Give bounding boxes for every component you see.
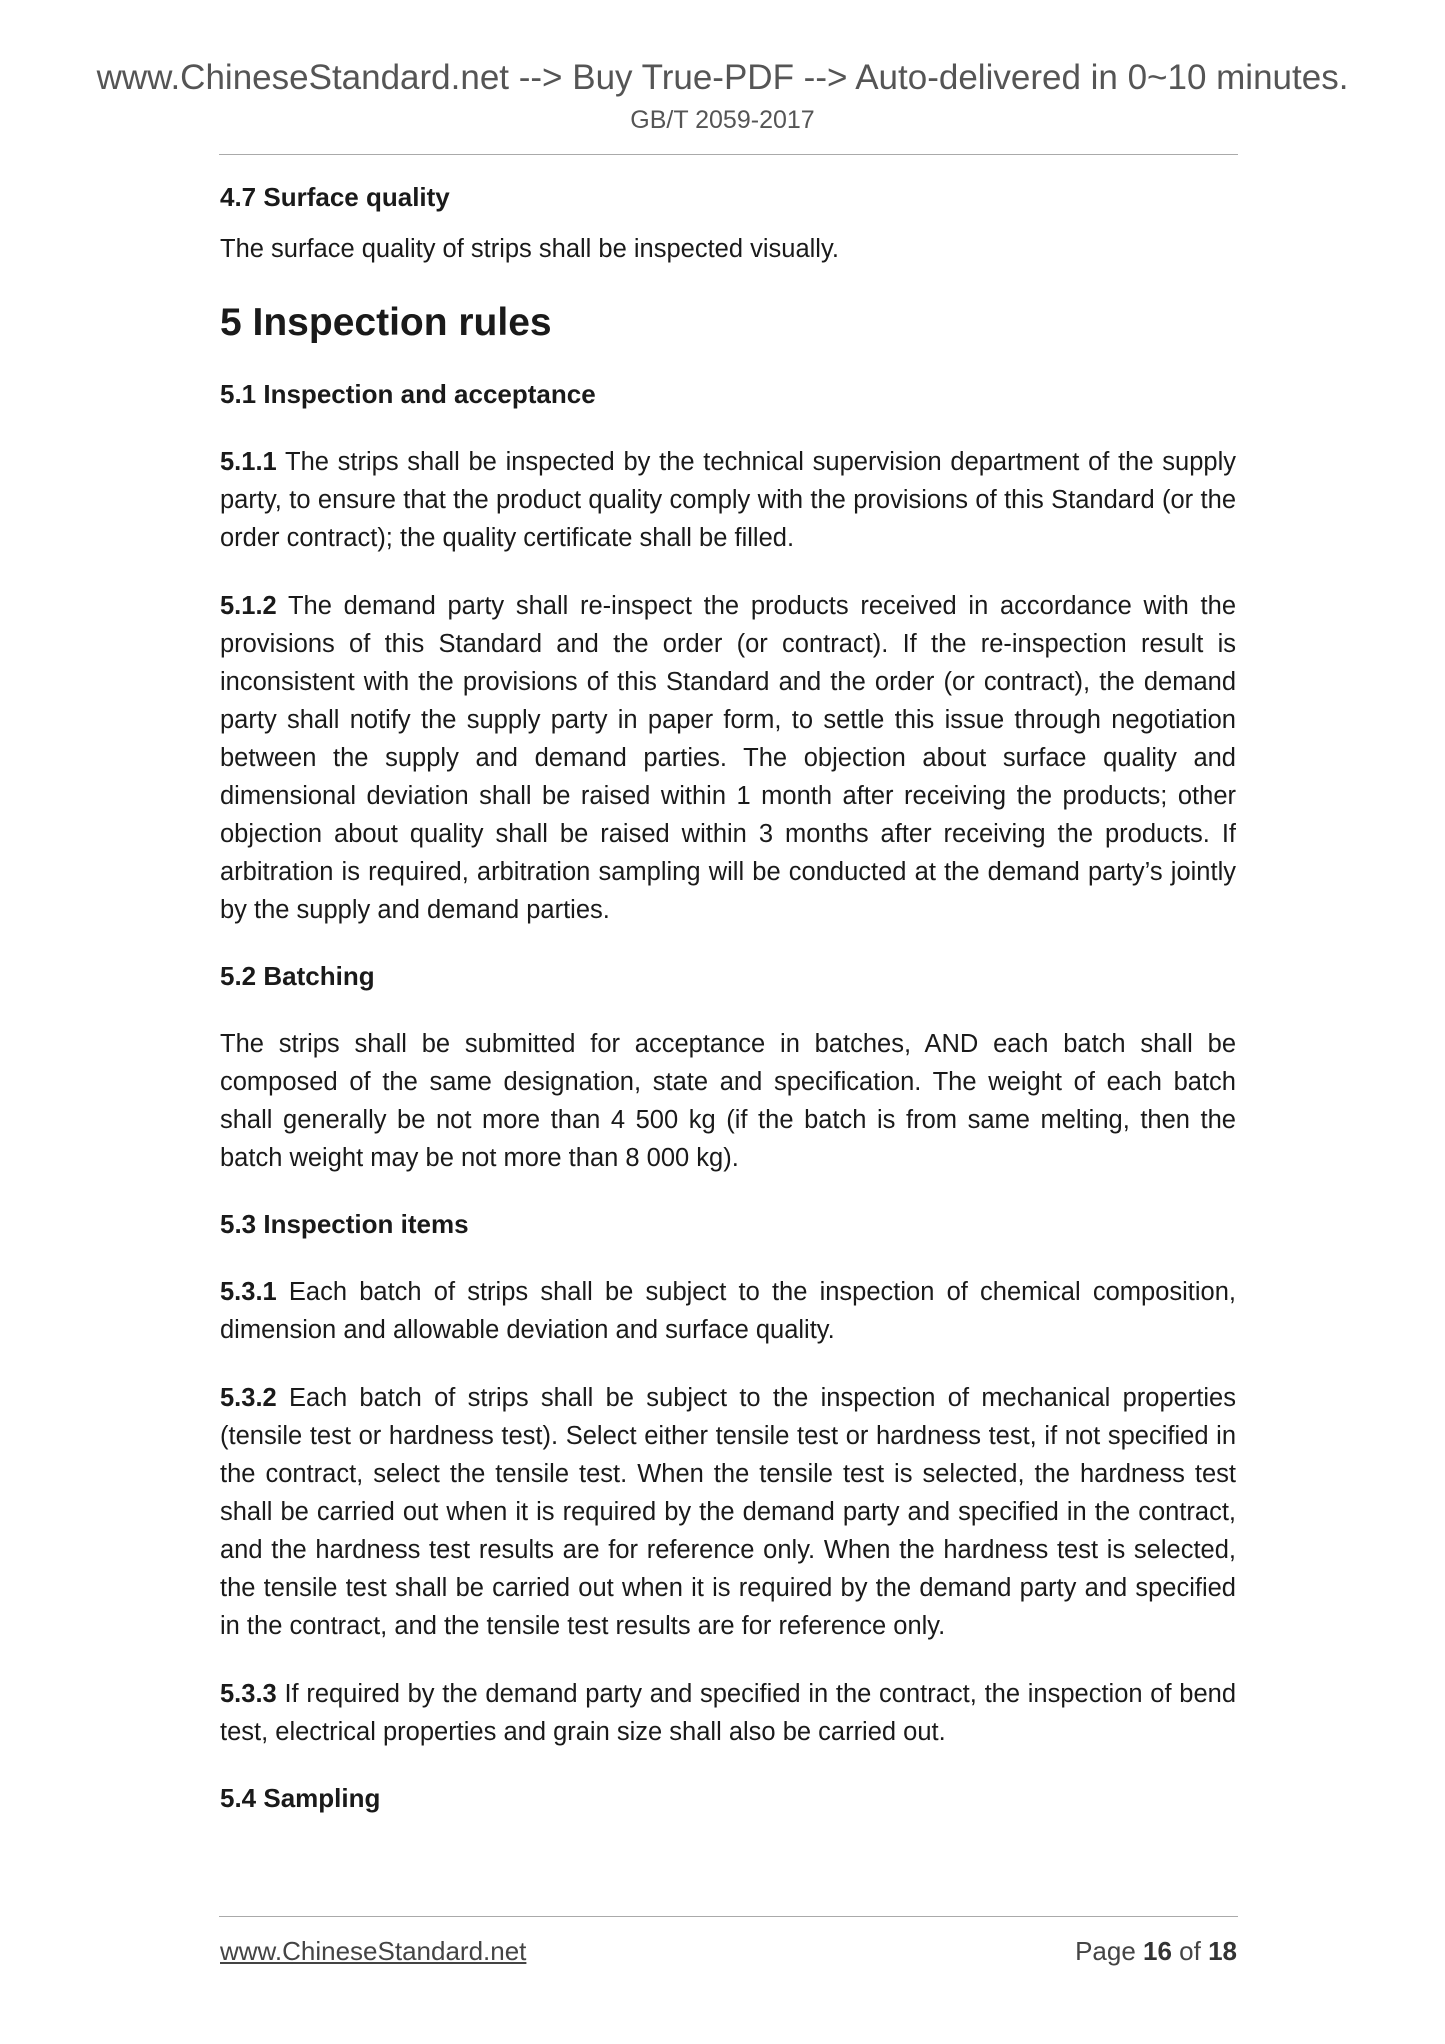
paragraph-5-1-2 — [220, 587, 1236, 929]
footer-site-link[interactable]: www.ChineseStandard.net — [220, 1936, 527, 1966]
page-prefix: Page — [1075, 1936, 1144, 1966]
clause-number-5-3-2: 5.3.2 — [220, 1384, 277, 1412]
clause-text-5-3-2: Each batch of strips shall be subject to the inspection of mechanical properties (tensile test or hardness test). Select either tensile test or hardness test, if not specified in the contract, select the tensile test. When the tensile test is selected, the hardness test shall be carried out when it is required by the demand party and specified in the contract, and the hardness test results are for reference only. When the hardness test is selected, the tensile test shall be carried out when it is required by the demand party and specified in the contract, and the tensile test results are for reference only. — [220, 1384, 1236, 1640]
heading-5-1: 5.1 Inspection and acceptance — [220, 379, 596, 409]
heading-5-4: 5.4 Sampling — [220, 1783, 381, 1813]
paragraph-4-7: The surface quality of strips shall be inspected visually. — [220, 235, 839, 263]
heading-4-7: 4.7 Surface quality — [220, 182, 450, 212]
paragraph-5-3-1 — [220, 1273, 1236, 1349]
footer-divider — [219, 1916, 1238, 1917]
header-divider — [219, 154, 1238, 155]
page-total: 18 — [1208, 1936, 1237, 1966]
page-of: of — [1171, 1936, 1209, 1966]
heading-5-2: 5.2 Batching — [220, 961, 375, 991]
heading-5-3: 5.3 Inspection items — [220, 1209, 469, 1239]
clause-number-5-1-2: 5.1.2 — [220, 592, 277, 620]
clause-number-5-3-3: 5.3.3 — [220, 1680, 277, 1708]
clause-text-5-3-3: If required by the demand party and specified in the contract, the inspection of bend test, electrical properties and grain size shall also be carried out. — [220, 1680, 1236, 1746]
heading-5: 5 Inspection rules — [220, 301, 552, 344]
document-body — [220, 172, 1236, 1817]
header-banner: www.ChineseStandard.net --> Buy True-PDF --> Auto-delivered in 0~10 minutes. — [96, 58, 1349, 97]
clause-number-5-3-1: 5.3.1 — [220, 1278, 277, 1306]
clause-text-5-1-2: The demand party shall re-inspect the products received in accordance with the provisions of this Standard and the order (or contract). If the re-inspection result is inconsistent with the provisions of this Standard and the order (or contract), the demand party shall notify the supply party in paper form, to settle this issue through negotiation between the supply and demand parties. The objection about surface quality and dimensional deviation shall be raised within 1 month after receiving the products; other objection about quality shall be raised within 3 months after receiving the products. If arbitration is required, arbitration sampling will be conducted at the demand party’s jointly by the supply and demand parties. — [220, 592, 1236, 924]
paragraph-5-3-2 — [220, 1379, 1236, 1645]
page-current: 16 — [1143, 1936, 1172, 1966]
paragraph-5-3-3 — [220, 1675, 1236, 1751]
clause-number-5-1-1: 5.1.1 — [220, 448, 277, 476]
page-indicator — [1075, 1933, 1237, 1969]
clause-text-5-1-1: The strips shall be inspected by the technical supervision department of the supply party, to ensure that the product quality comply with the provisions of this Standard (or the order contract); the quality certificate shall be filled. — [220, 448, 1236, 552]
clause-text-5-3-1: Each batch of strips shall be subject to the inspection of chemical composition, dimension and allowable deviation and surface quality. — [220, 1278, 1236, 1344]
paragraph-5-2: The strips shall be submitted for acceptance in batches, AND each batch shall be composed of the same designation, state and specification. The weight of each batch shall generally be not more than 4 500 kg (if the batch is from same melting, then the batch weight may be not more than 8 000 kg). — [220, 1030, 1236, 1172]
standard-number: GB/T 2059-2017 — [630, 106, 815, 134]
paragraph-5-1-1 — [220, 443, 1236, 557]
